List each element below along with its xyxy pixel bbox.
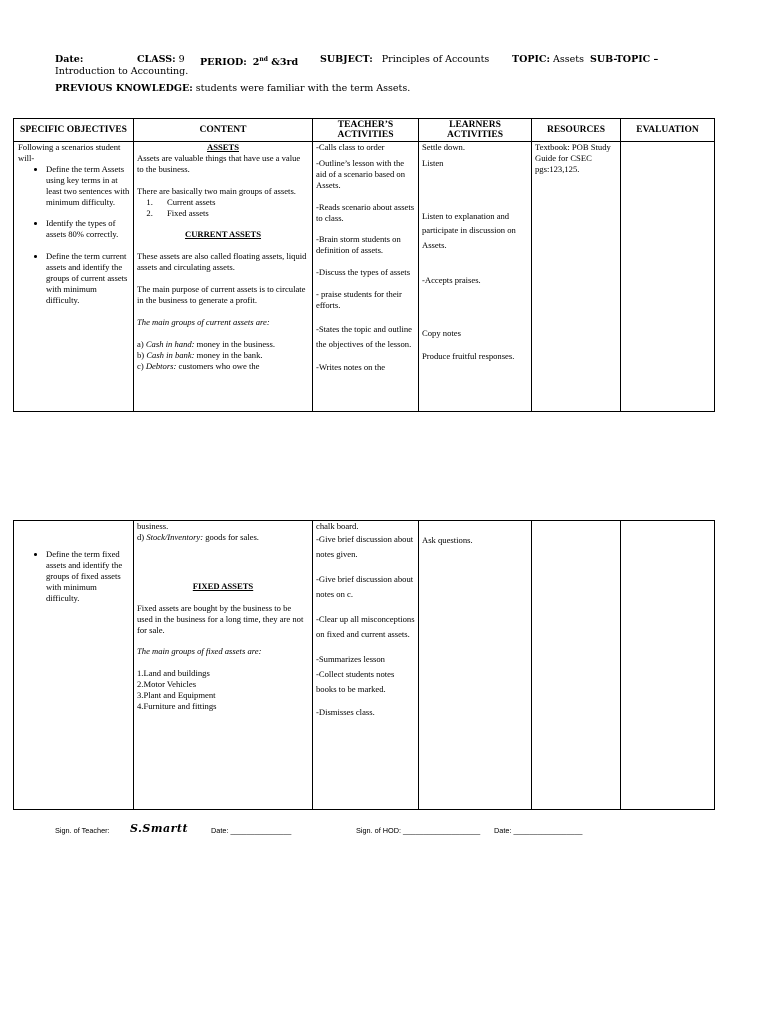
objectives-cell [14,521,134,810]
resources-cell [532,142,621,412]
content-paragraph: Assets are valuable things that have use a value to the business. [137,152,301,174]
teacher-activity: -Calls class to order [316,142,385,152]
teacher-cell [313,142,419,412]
content-paragraph: There are basically two main groups of assets. [137,185,296,196]
list-item: d) Stock/Inventory: goods for sales. [137,531,259,542]
learner-activity: Ask questions. [422,535,473,545]
lesson-header [55,54,83,66]
content-heading: FIXED ASSETS [192,580,254,591]
col-header-teacher: TEACHER’S ACTIVITIES [313,119,419,142]
content-groups-intro: The main groups of current assets are: [137,316,270,327]
list-item: 3.Plant and Equipment [137,690,216,701]
learner-activity: Produce fruitful responses. [422,351,515,362]
content-heading: ASSETS [206,142,239,152]
teacher-signature-label: Sign. of Teacher: [55,826,110,835]
list-item: 1. Current assets [155,197,309,208]
previous-knowledge: PREVIOUS KNOWLEDGE: students were familiar with the term Assets. [55,83,411,94]
hod-date-field: Date: _________________ [494,826,583,835]
learner-activity: Copy notes [422,327,461,338]
teacher-activity: -Summarizes lesson [316,654,385,665]
content-continued: business. [137,521,169,531]
teacher-date-field: Date: _______________ [211,826,292,835]
col-header-learners: LEARNERS ACTIVITIES [419,119,532,142]
objective-item: • Define the term fixed assets and identify the groups of fixed assets with minimum difficulty. [46,549,130,604]
col-header-objectives: SPECIFIC OBJECTIVES [14,119,134,142]
objectives-cell [14,142,134,412]
subtopic-value: Introduction to Accounting. [55,66,189,77]
list-item: b) Cash in bank: money in the bank. [137,349,263,360]
teacher-activity: -Give brief discussion about notes on c. [316,574,414,599]
table-row [14,142,715,412]
resources-text: Textbook: POB Study Guide for CSEC pgs:123,125. [535,142,611,174]
list-item: 2. Fixed assets [155,208,309,219]
date-label: Date: [55,54,84,65]
content-cell [134,142,313,412]
table-row [14,521,715,810]
learner-activity: -Accepts praises. [422,274,481,285]
teacher-signature: S.Smartt [130,822,189,835]
list-item: c) Debtors: customers who owe the [137,360,260,371]
col-header-content: CONTENT [134,119,313,142]
topic-field: TOPIC: Assets SUB-TOPIC – [512,54,659,65]
learners-cell [419,142,532,412]
class-field: CLASS: 9 [137,54,185,65]
learners-cell [419,521,532,810]
teacher-activity: -Discuss the types of assets [316,267,411,278]
resources-cell [532,521,621,810]
teacher-activity: -Collect students notes books to be marked. [316,669,395,694]
list-item: 4.Furniture and fittings [137,701,217,712]
col-header-evaluation: EVALUATION [621,119,715,142]
teacher-cell [313,521,419,810]
table-header-row [14,119,715,142]
content-paragraph: The main purpose of current assets is to circulate in the business to generate a profit. [137,284,306,306]
lesson-plan-table-1 [13,118,715,412]
teacher-activity: -States the topic and outline the objectives of the lesson. [316,323,412,349]
subject-field: SUBJECT: Principles of Accounts [320,54,490,65]
teacher-activity: -Give brief discussion about notes given. [316,533,414,559]
teacher-activity: -Brain storm students on definition of assets. [316,234,401,256]
content-paragraph: Fixed assets are bought by the business to be used in the business for a long time, they are not for sale. [137,602,304,635]
teacher-activity: -Dismisses class. [316,707,375,718]
asset-groups-list [137,197,309,219]
objective-item: • Define the term current assets and identify the groups of current assets with minimum difficulty. [46,251,130,306]
teacher-activity: -Reads scenario about assets to class. [316,201,415,223]
objectives-list [18,164,130,306]
period-field: PERIOD: 2nd &3rd [200,56,299,69]
content-subheading: CURRENT ASSETS [184,229,262,240]
list-item: a) Cash in hand: money in the business. [137,338,275,349]
learner-activity: Settle down. [422,142,465,152]
hod-signature-field: Sign. of HOD: ___________________ [356,826,481,835]
learner-activity: Listen [422,157,444,168]
evaluation-cell [621,521,715,810]
objectives-list [18,549,130,604]
teacher-activity: - praise students for their efforts. [316,289,402,311]
col-header-resources: RESOURCES [532,119,621,142]
list-item: 2.Motor Vehicles [137,679,197,690]
teacher-activity: chalk board. [316,521,359,531]
content-groups-intro: The main groups of fixed assets are: [137,646,262,657]
lesson-plan-table-2 [13,520,715,810]
objective-item: • Identify the types of assets 80% correctly. [46,218,130,240]
objectives-intro: Following a scenarios student will- [18,142,121,163]
content-paragraph: These assets are also called floating assets, liquid assets and circulating assets. [137,251,307,273]
teacher-activity: -Clear up all misconceptions on fixed and current assets. [316,614,415,639]
teacher-activity: -Outline’s lesson with the aid of a scenario based on Assets. [316,157,406,190]
objective-item: • Define the term Assets using key terms in at least two sentences with minimum difficulty. [46,164,130,208]
learner-activity: Listen to explanation and participate in discussion on Assets. [422,210,516,250]
list-item: 1.Land and buildings [137,668,210,679]
teacher-activity: -Writes notes on the [316,362,386,373]
content-cell [134,521,313,810]
evaluation-cell [621,142,715,412]
